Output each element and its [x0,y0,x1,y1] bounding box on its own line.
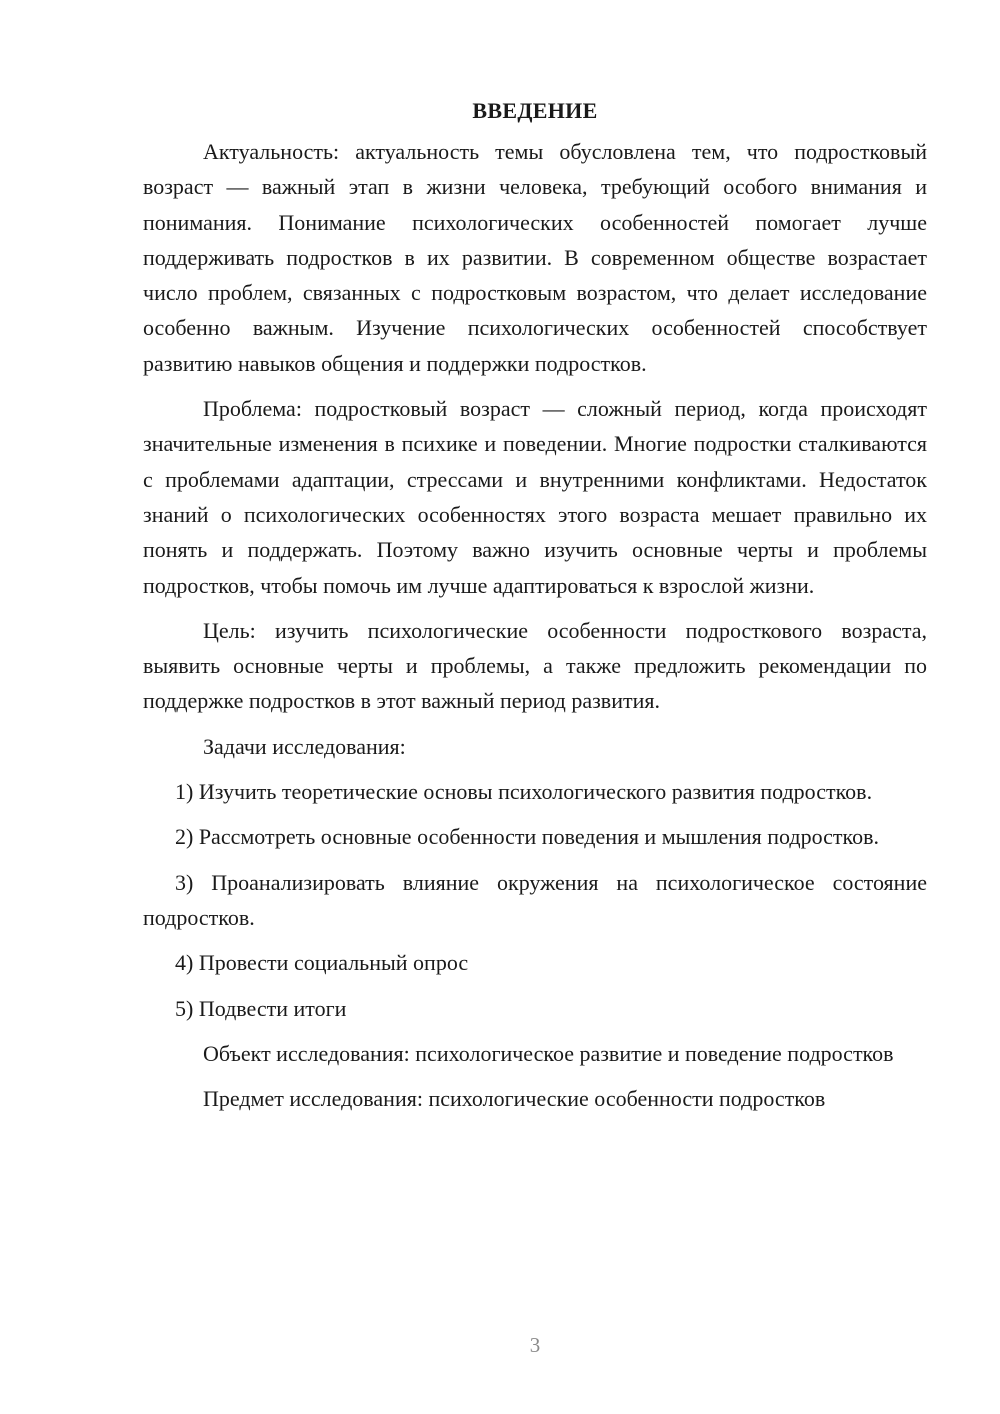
page-number: 3 [529,1333,541,1357]
problem-paragraph: Проблема: подростковый возраст — сложный период, когда происходят значительные изменения в психике и поведении. Многие подростки сталкиваются с проблемами адаптации, стрессами и внутренними конфликтами. Недостаток знаний о психологических особенностях этого возраста мешает правильно их понять и поддержать. Поэтому важно изучить основные черты и проблемы подростков, чтобы помочь им лучше адаптироваться к взрослой жизни. [143,396,927,598]
object-paragraph: Объект исследования: психологическое развитие и поведение подростков [203,1040,894,1066]
task-item-2: 2) Рассмотреть основные особенности поведения и мышления подростков. [175,824,879,850]
task-item-5: 5) Подвести итоги [175,995,347,1021]
task-item-4: 4) Провести социальный опрос [175,950,469,976]
page-heading: ВВЕДЕНИЕ [472,98,598,123]
subject-paragraph: Предмет исследования: психологические особенности подростков [203,1086,826,1112]
tasks-title: Задачи исследования: [203,733,406,759]
relevance-paragraph: Актуальность: актуальность темы обусловлена тем, что подростковый возраст — важный этап в жизни человека, требующий особого внимания и понимания. Понимание психологических особенностей помогает лучше поддерживать подростков в их развитии. В современном обществе возрастает число проблем, связанных с подростковым возрастом, что делает исследование особенно важным. Изучение психологических особенностей способствует развитию навыков общения и поддержки подростков. [143,139,927,376]
task-item-3: 3) Проанализировать влияние окружения на психологическое состояние подростков. [143,869,927,930]
task-item-1: 1) Изучить теоретические основы психологического развития подростков. [175,779,873,805]
document-body [143,93,927,1116]
goal-paragraph: Цель: изучить психологические особенности подросткового возраста, выявить основные черты и проблемы, а также предложить рекомендации по поддержке подростков в этот важный период развития. [143,617,927,714]
